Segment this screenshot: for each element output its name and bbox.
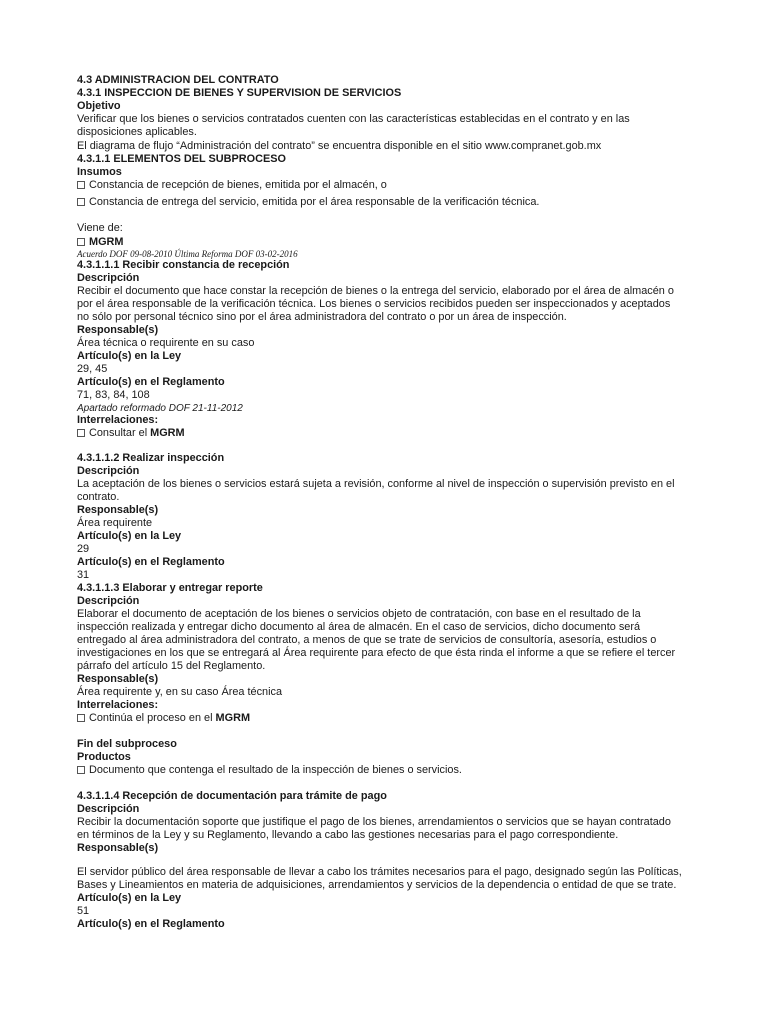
line-text: El diagrama de flujo “Administración del contrato” se encuentra disponible en el sitio www.compranet.gob.mx	[77, 140, 602, 152]
text-line-contrato	[77, 491, 707, 504]
line-text: Constancia de recepción de bienes, emitida por el almacén, o	[89, 179, 387, 191]
line-text: Responsable(s)	[77, 504, 159, 516]
line-text: investigaciones en los que se entregará al Área requirente para efecto de que ésta rinda el informe a que se refiere el tercer	[77, 647, 676, 659]
line-text: Apartado reformado DOF 21-11-2012	[77, 403, 243, 414]
line-text: 71, 83, 84, 108	[77, 389, 150, 401]
text-line-4-3-1-1-1-recibir-constancia-de-recepcio	[77, 259, 707, 272]
line-text: Artículo(s) en el Reglamento	[77, 918, 225, 930]
line-text: Acuerdo DOF 09-08-2010 Última Reforma DOF 03-02-2016	[77, 249, 298, 259]
line-text: Descripción	[77, 272, 140, 284]
text-line-no-solo-por-personal-tecnico-sino-por-el	[77, 311, 707, 324]
text-line-en-terminos-de-la-ley-y-su-reglamento-ll	[77, 829, 707, 842]
text-line-fin-del-subproceso	[77, 738, 707, 751]
line-text: por el área responsable de la verificación técnica. Los bienes o servicios recibidos pueden ser inspeccionados y aceptados	[77, 298, 671, 310]
line-text: Objetivo	[77, 100, 121, 112]
checkbox-bullet-icon	[77, 766, 85, 774]
line-text: 4.3.1.1.4 Recepción de documentación para trámite de pago	[77, 790, 387, 802]
text-line-interrelaciones	[77, 699, 707, 712]
checkbox-bullet-icon	[77, 238, 85, 246]
line-text: 4.3 ADMINISTRACION DEL CONTRATO	[77, 74, 279, 86]
line-text: párrafo del artículo 15 del Reglamento.	[77, 660, 266, 672]
text-line-71-83-84-108	[77, 389, 707, 402]
bold-reference: MGRM	[215, 712, 251, 724]
text-line-constancia-de-recepcion-de-bienes-emitid	[77, 179, 707, 192]
line-text: Área requirente y, en su caso Área técnica	[77, 686, 283, 698]
line-text: 31	[77, 569, 90, 581]
line-text: Documento que contenga el resultado de la inspección de bienes o servicios.	[89, 764, 462, 776]
line-text: contrato.	[77, 491, 120, 503]
line-text: Continúa el proceso en el	[89, 712, 216, 724]
line-text: Artículo(s) en la Ley	[77, 530, 182, 542]
line-text: Viene de:	[77, 222, 123, 234]
text-line-articulo-s-en-la-ley	[77, 892, 707, 905]
text-line-51	[77, 905, 707, 918]
text-line-bases-y-lineamientos-en-materia-de-adqui	[77, 879, 707, 892]
text-line-documento-que-contenga-el-resultado-de-l	[77, 764, 707, 777]
text-line-descripcion	[77, 465, 707, 478]
text-line-responsable-s	[77, 842, 707, 855]
text-line-disposiciones-aplicables	[77, 126, 707, 139]
line-text: Interrelaciones:	[77, 414, 159, 426]
line-text: El servidor público del área responsable de llevar a cabo los trámites necesarios para el pago, designado según las Políticas,	[77, 866, 682, 878]
line-text: 29, 45	[77, 363, 108, 375]
text-line-descripcion	[77, 803, 707, 816]
text-line-entregado-al-area-administradora-del-con	[77, 634, 707, 647]
text-line-continua-el-proceso-en-el	[77, 712, 707, 725]
text-line-articulo-s-en-el-reglamento	[77, 376, 707, 389]
text-line-objetivo	[77, 100, 707, 113]
text-line-31	[77, 569, 707, 582]
line-text: La aceptación de los bienes o servicios estará sujeta a revisión, conforme al nivel de inspección o supervisión previsto en el	[77, 478, 675, 490]
text-line-investigaciones-en-los-que-se-entregara-	[77, 647, 707, 660]
line-text: inspección realizada y entregar dicho documento al área de almacén. En el caso de servicios, dicho documento será	[77, 621, 641, 633]
text-line-responsable-s	[77, 673, 707, 686]
line-text: 4.3.1 INSPECCION DE BIENES Y SUPERVISION DE SERVICIOS	[77, 87, 402, 99]
line-text: Área técnica o requirente en su caso	[77, 337, 255, 349]
line-text: Responsable(s)	[77, 324, 159, 336]
line-text: entregado al área administradora del contrato, a menos de que se trate de servicios de consultoría, asesoría, estudios o	[77, 634, 657, 646]
checkbox-bullet-icon	[77, 714, 85, 722]
text-line-area-requirente	[77, 517, 707, 530]
line-text: 4.3.1.1.1 Recibir constancia de recepción	[77, 259, 290, 271]
text-line-articulo-s-en-la-ley	[77, 530, 707, 543]
line-text: 29	[77, 543, 90, 555]
text-line-el-servidor-publico-del-area-responsable	[77, 866, 707, 879]
line-text: Descripción	[77, 595, 140, 607]
text-line-interrelaciones	[77, 414, 707, 427]
line-text: Bases y Lineamientos en materia de adquisiciones, arrendamientos y servicios de la dependencia o entidad de que se trate.	[77, 879, 677, 891]
line-text: Insumos	[77, 166, 122, 178]
text-line-insumos	[77, 166, 707, 179]
checkbox-bullet-icon	[77, 198, 85, 206]
line-text: en términos de la Ley y su Reglamento, llevando a cabo las gestiones necesarias para el pago correspondiente.	[77, 829, 619, 841]
text-line-viene-de	[77, 222, 707, 235]
text-line-recibir-la-documentacion-soporte-que-jus	[77, 816, 707, 829]
text-line-4-3-1-inspeccion-de-bienes-y-supervision	[77, 87, 707, 100]
line-text: Responsable(s)	[77, 842, 159, 854]
text-line-4-3-1-1-elementos-del-subproceso	[77, 153, 707, 166]
text-line-verificar-que-los-bienes-o-servicios-con	[77, 113, 707, 126]
text-line-inspeccion-realizada-y-entregar-dicho-do	[77, 621, 707, 634]
line-text: Artículo(s) en el Reglamento	[77, 556, 225, 568]
text-line-consultar-el	[77, 427, 707, 440]
line-text: 51	[77, 905, 90, 917]
line-text: Área requirente	[77, 517, 153, 529]
line-text: Productos	[77, 751, 131, 763]
line-text: Descripción	[77, 803, 140, 815]
text-line-descripcion	[77, 595, 707, 608]
text-line-el-diagrama-de-flujo-administracion-del-	[77, 140, 707, 153]
line-text: 4.3.1.1 ELEMENTOS DEL SUBPROCESO	[77, 153, 286, 165]
text-line-articulo-s-en-la-ley	[77, 350, 707, 363]
text-line-29-45	[77, 363, 707, 376]
text-line-recibir-el-documento-que-hace-constar-la	[77, 285, 707, 298]
text-line-elaborar-el-documento-de-aceptacion-de-l	[77, 608, 707, 621]
line-text: 4.3.1.1.2 Realizar inspección	[77, 452, 225, 464]
line-text: Responsable(s)	[77, 673, 159, 685]
line-text: MGRM	[89, 236, 124, 248]
text-line-productos	[77, 751, 707, 764]
checkbox-bullet-icon	[77, 181, 85, 189]
line-text: 4.3.1.1.3 Elaborar y entregar reporte	[77, 582, 263, 594]
text-line-area-tecnica-o-requirente-en-su-caso	[77, 337, 707, 350]
text-line-parrafo-del-articulo-15-del-reglamento	[77, 660, 707, 673]
line-text: disposiciones aplicables.	[77, 126, 197, 138]
text-line-4-3-1-1-3-elaborar-y-entregar-reporte	[77, 582, 707, 595]
text-line-responsable-s	[77, 324, 707, 337]
line-text: Artículo(s) en la Ley	[77, 892, 182, 904]
bold-reference: MGRM	[150, 427, 185, 439]
line-text: Interrelaciones:	[77, 699, 159, 711]
text-line-4-3-administracion-del-contrato	[77, 74, 707, 87]
checkbox-bullet-icon	[77, 429, 85, 437]
line-text: Descripción	[77, 465, 140, 477]
line-text: Artículo(s) en el Reglamento	[77, 376, 225, 388]
line-text: Artículo(s) en la Ley	[77, 350, 182, 362]
text-line-descripcion	[77, 272, 707, 285]
line-text: Consultar el	[89, 427, 151, 439]
text-line-articulo-s-en-el-reglamento	[77, 556, 707, 569]
text-line-4-3-1-1-2-realizar-inspeccion	[77, 452, 707, 465]
text-line-articulo-s-en-el-reglamento	[77, 918, 707, 931]
line-text: no sólo por personal técnico sino por el área administradora del contrato o por un área de inspección.	[77, 311, 567, 323]
line-text: Recibir la documentación soporte que justifique el pago de los bienes, arrendamientos o servicios que se hayan contratado	[77, 816, 671, 828]
line-text: Constancia de entrega del servicio, emitida por el área responsable de la verificación técnica.	[89, 196, 540, 208]
text-line-4-3-1-1-4-recepcion-de-documentacion-par	[77, 790, 707, 803]
line-text: Verificar que los bienes o servicios contratados cuenten con las características establecidas en el contrato y en las	[77, 113, 630, 125]
text-line-la-aceptacion-de-los-bienes-o-servicios-	[77, 478, 707, 491]
text-line-por-el-area-responsable-de-la-verificaci	[77, 298, 707, 311]
text-line-responsable-s	[77, 504, 707, 517]
text-line-area-requirente-y-en-su-caso-area-tecnic	[77, 686, 707, 699]
text-line-constancia-de-entrega-del-servicio-emiti	[77, 196, 707, 209]
text-line-29	[77, 543, 707, 556]
line-text: Recibir el documento que hace constar la recepción de bienes o la entrega del servicio, elaborado por el área de almacén o	[77, 285, 674, 297]
line-text: Elaborar el documento de aceptación de los bienes o servicios objeto de contratación, con base en el resultado de la	[77, 608, 641, 620]
line-text: Fin del subproceso	[77, 738, 177, 750]
